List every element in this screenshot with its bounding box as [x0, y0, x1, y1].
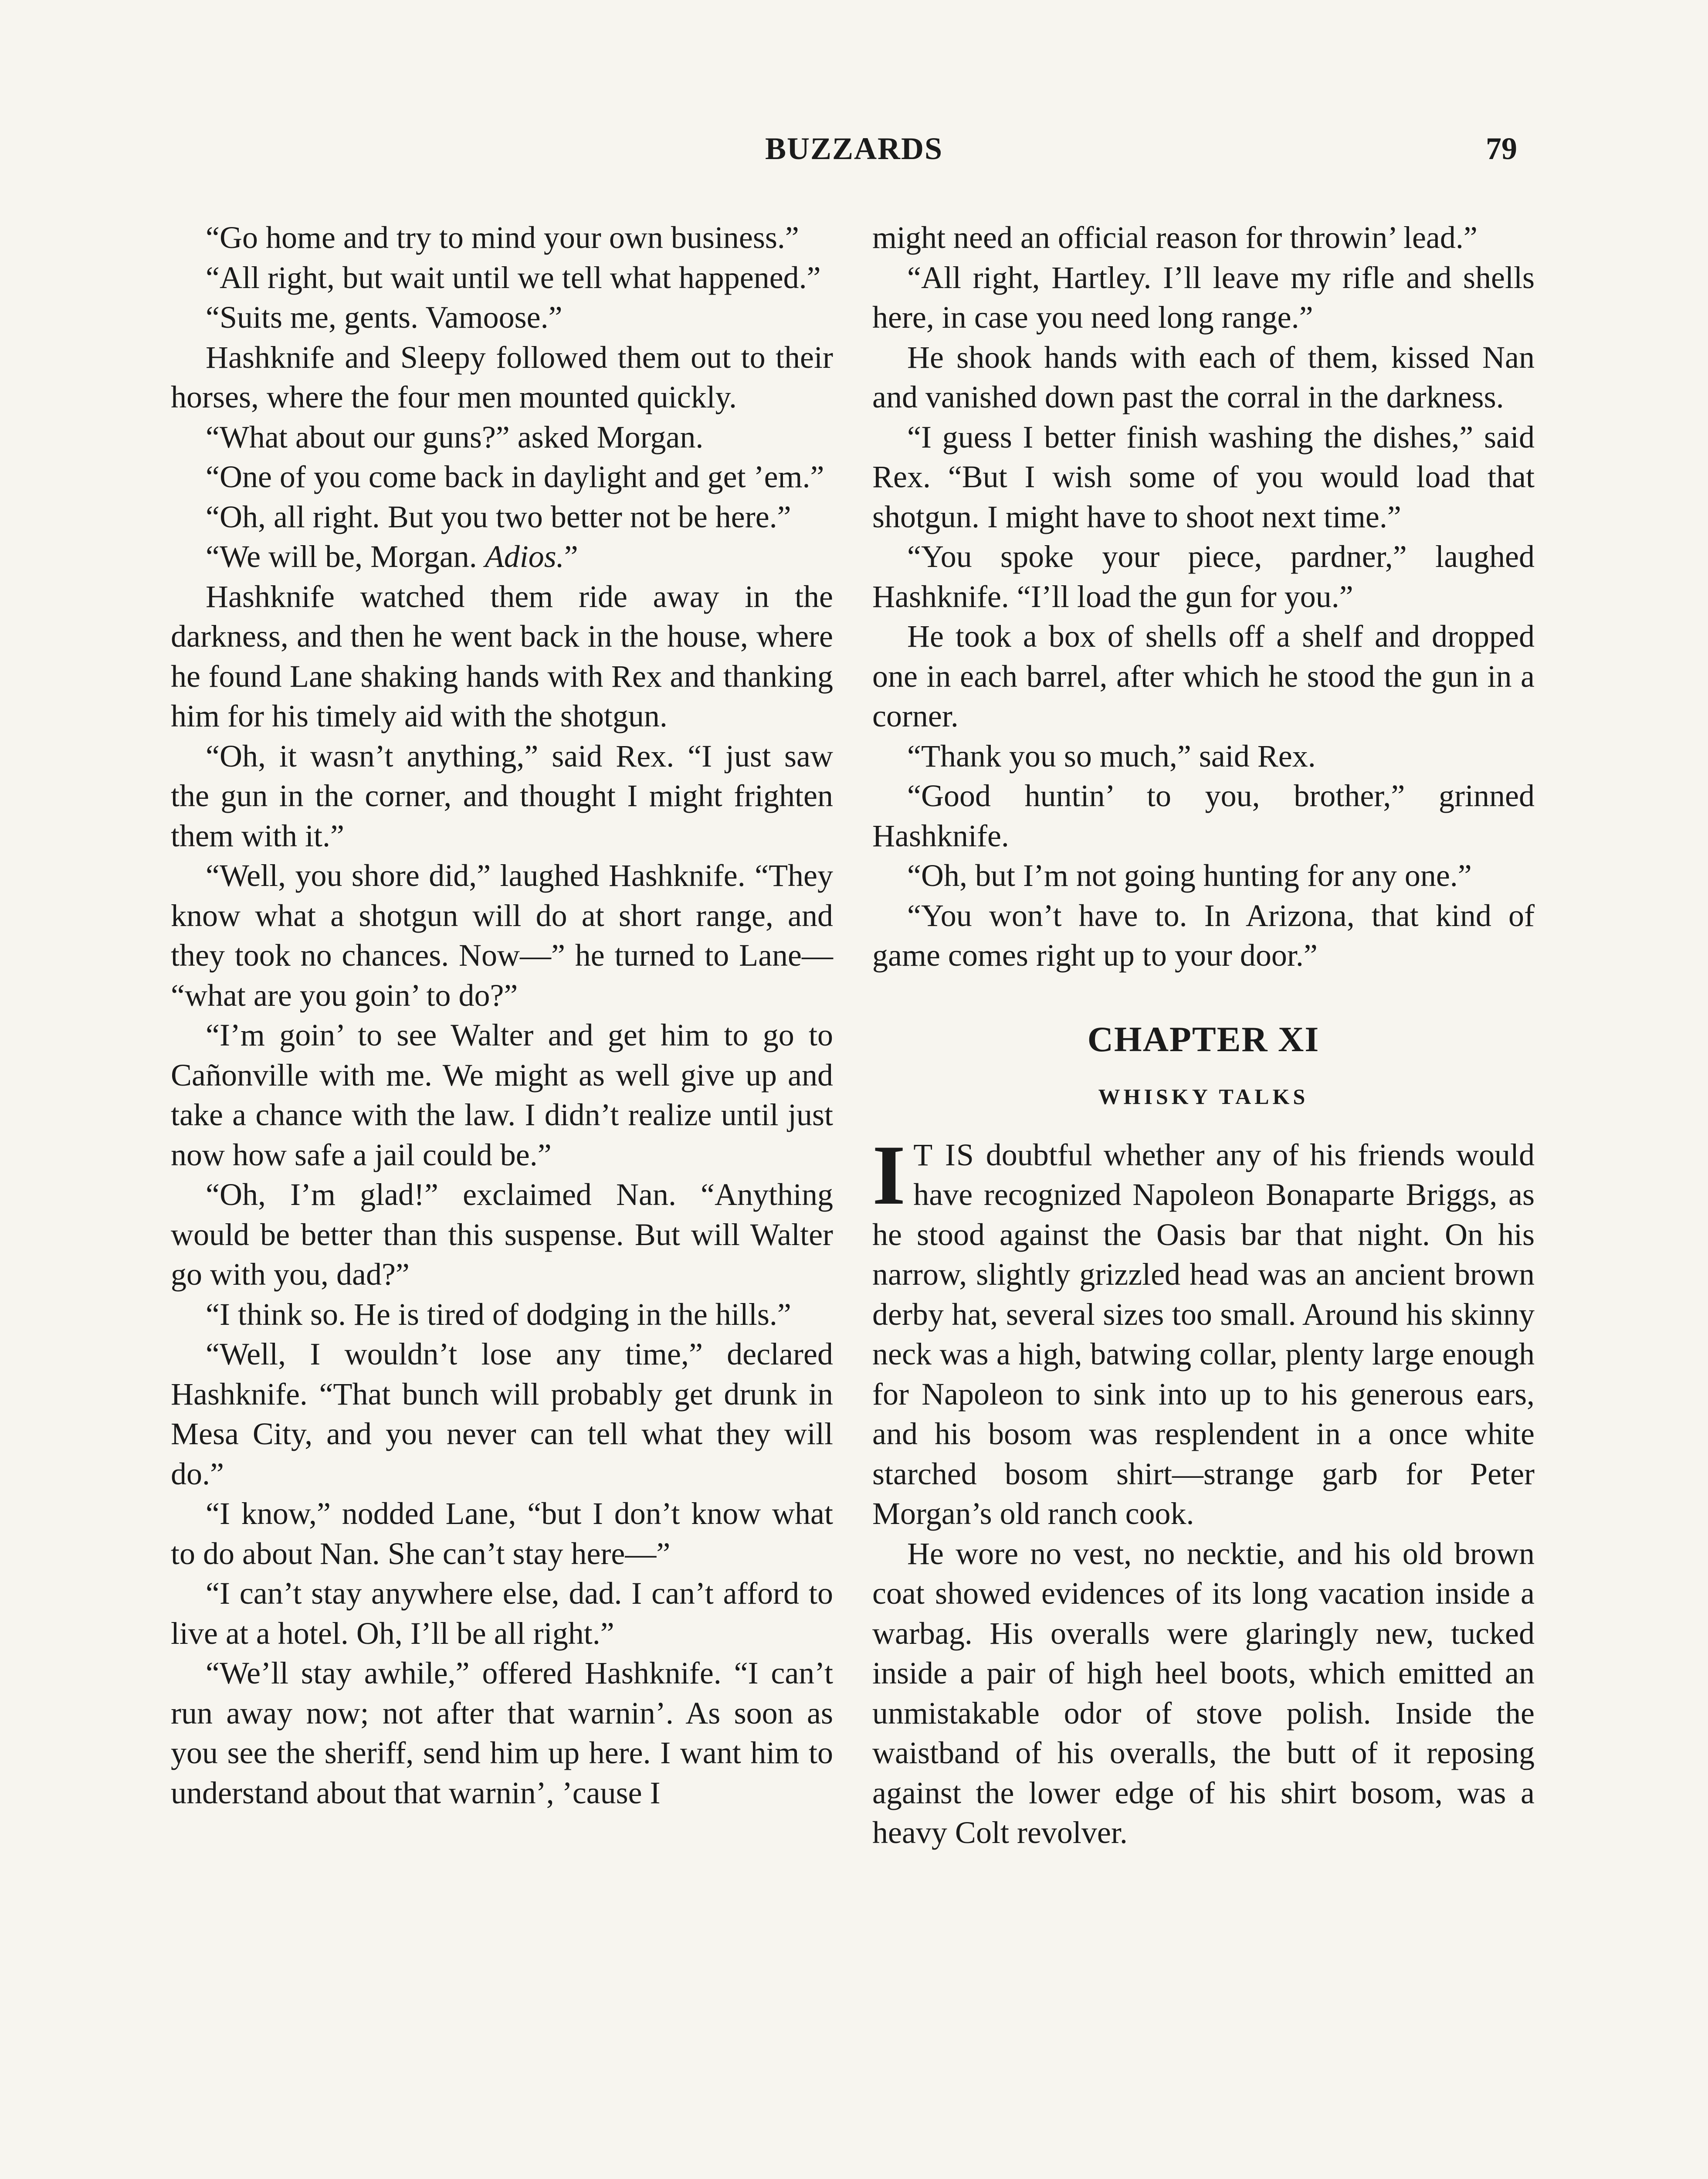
opening-text: doubtful whether any of his friends would have recognized Napoleon Bonaparte Briggs, as he stood against the Oasis bar that night. On his narrow, slightly grizzled head was an ancient brown derby hat, several sizes too small. Around his skinny neck was a high, batwing collar, plenty large enough for Napoleon to sink into up to his generous ears, and his bosom was resplendent in a once white starched bosom shirt—strange garb for Peter Morgan’s old ranch cook.	[872, 1137, 1535, 1531]
right-column-text-before-chapter	[872, 218, 1535, 976]
paragraph: “Oh, it wasn’t anything,” said Rex. “I just saw the gun in the corner, and thought I might frighten them with it.”	[171, 738, 833, 853]
paragraph: “I know,” nodded Lane, “but I don’t know what to do about Nan. She can’t stay here—”	[171, 1496, 833, 1571]
running-head	[0, 131, 1708, 183]
paragraph: “Oh, I’m glad!” exclaimed Nan. “Anything would be better than this suspense. But will Walter go with you, dad?”	[171, 1177, 833, 1292]
paragraph	[171, 537, 833, 577]
paragraph: “I guess I better finish washing the dishes,” said Rex. “But I wish some of you would load that shotgun. I might have to shoot next time.”	[872, 419, 1535, 534]
paragraph: He took a box of shells off a shelf and dropped one in each barrel, after which he stood the gun in a corner.	[872, 619, 1535, 733]
paragraph: “Good huntin’ to you, brother,” grinned Hashknife.	[872, 778, 1535, 853]
paragraph: He wore no vest, no necktie, and his old brown coat showed evidences of its long vacation inside a warbag. His overalls were glaringly new, tucked inside a pair of high heel boots, which emitted an unmistakable odor of stove polish. Inside the waistband of his overalls, the butt of it reposing against the lower edge of his shirt bosom, was a heavy Colt revolver.	[872, 1536, 1535, 1850]
paragraph: “I can’t stay anywhere else, dad. I can’t afford to live at a hotel. Oh, I’ll be all right.”	[171, 1576, 833, 1651]
paragraph: “I’m goin’ to see Walter and get him to go to Cañonville with me. We might as well give up and take a chance with the law. I didn’t realize until just now how safe a jail could be.”	[171, 1018, 833, 1172]
italic-word: Adios.	[485, 539, 564, 574]
left-column	[171, 218, 833, 1813]
paragraph: “I think so. He is tired of dodging in the hills.”	[206, 1297, 791, 1332]
paragraph: “Well, I wouldn’t lose any time,” declared Hashknife. “That bunch will probably get drunk in Mesa City, and you never can tell what they will do.”	[171, 1337, 833, 1491]
paragraph: “Suits me, gents. Vamoose.”	[206, 300, 563, 335]
paragraph: “You won’t have to. In Arizona, that kind of game comes right up to your door.”	[872, 898, 1535, 973]
paragraph: “Well, you shore did,” laughed Hashknife. “They know what a shotgun will do at short range, and they took no chances. Now—” he turned to Lane— “what are you goin’ to do?”	[171, 858, 833, 1013]
chapter-opening-paragraph	[872, 1127, 1535, 1534]
paragraph: “All right, but wait until we tell what happened.”	[206, 260, 821, 295]
paragraph: “Thank you so much,” said Rex.	[907, 738, 1316, 774]
paragraph: might need an official reason for throwin’ lead.”	[872, 220, 1478, 255]
paragraph: “We’ll stay awhile,” offered Hashknife. “I can’t run away now; not after that warnin’. As soon as you see the sheriff, send him up here. I want him to understand about that warnin’, ’cause I	[171, 1656, 833, 1810]
paragraph: “One of you come back in daylight and get ’em.”	[206, 459, 824, 494]
paragraph: “You spoke your piece, pardner,” laughed Hashknife. “I’ll load the gun for you.”	[872, 539, 1535, 614]
paragraph: Hashknife watched them ride away in the darkness, and then he went back in the house, where he found Lane shaking hands with Rex and thanking him for his timely aid with the shotgun.	[171, 579, 833, 733]
paragraph: “All right, Hartley. I’ll leave my rifle and shells here, in case you need long range.”	[872, 260, 1535, 335]
page-number: 79	[1486, 131, 1517, 166]
paragraph: “Oh, but I’m not going hunting for any one.”	[907, 858, 1472, 893]
paragraph-text: “We will be, Morgan.	[206, 539, 485, 574]
chapter-title: CHAPTER XI	[1087, 1019, 1320, 1059]
right-column	[872, 218, 1535, 1853]
drop-cap: I	[872, 1127, 906, 1222]
paragraph: Hashknife and Sleepy followed them out to their horses, where the four men mounted quickly.	[171, 339, 833, 414]
running-title: BUZZARDS	[765, 131, 943, 166]
lead-caps: T IS	[913, 1137, 975, 1172]
right-column-text-after-chapter	[872, 1534, 1535, 1853]
paragraph: “What about our guns?” asked Morgan.	[206, 419, 704, 455]
chapter-subtitle: WHISKY TALKS	[1098, 1084, 1309, 1109]
paragraph: He shook hands with each of them, kissed Nan and vanished down past the corral in the darkness.	[872, 339, 1535, 414]
paragraph: “Go home and try to mind your own business.”	[206, 220, 799, 255]
paragraph-text: ”	[564, 539, 578, 574]
paragraph: “Oh, all right. But you two better not be here.”	[206, 499, 791, 534]
